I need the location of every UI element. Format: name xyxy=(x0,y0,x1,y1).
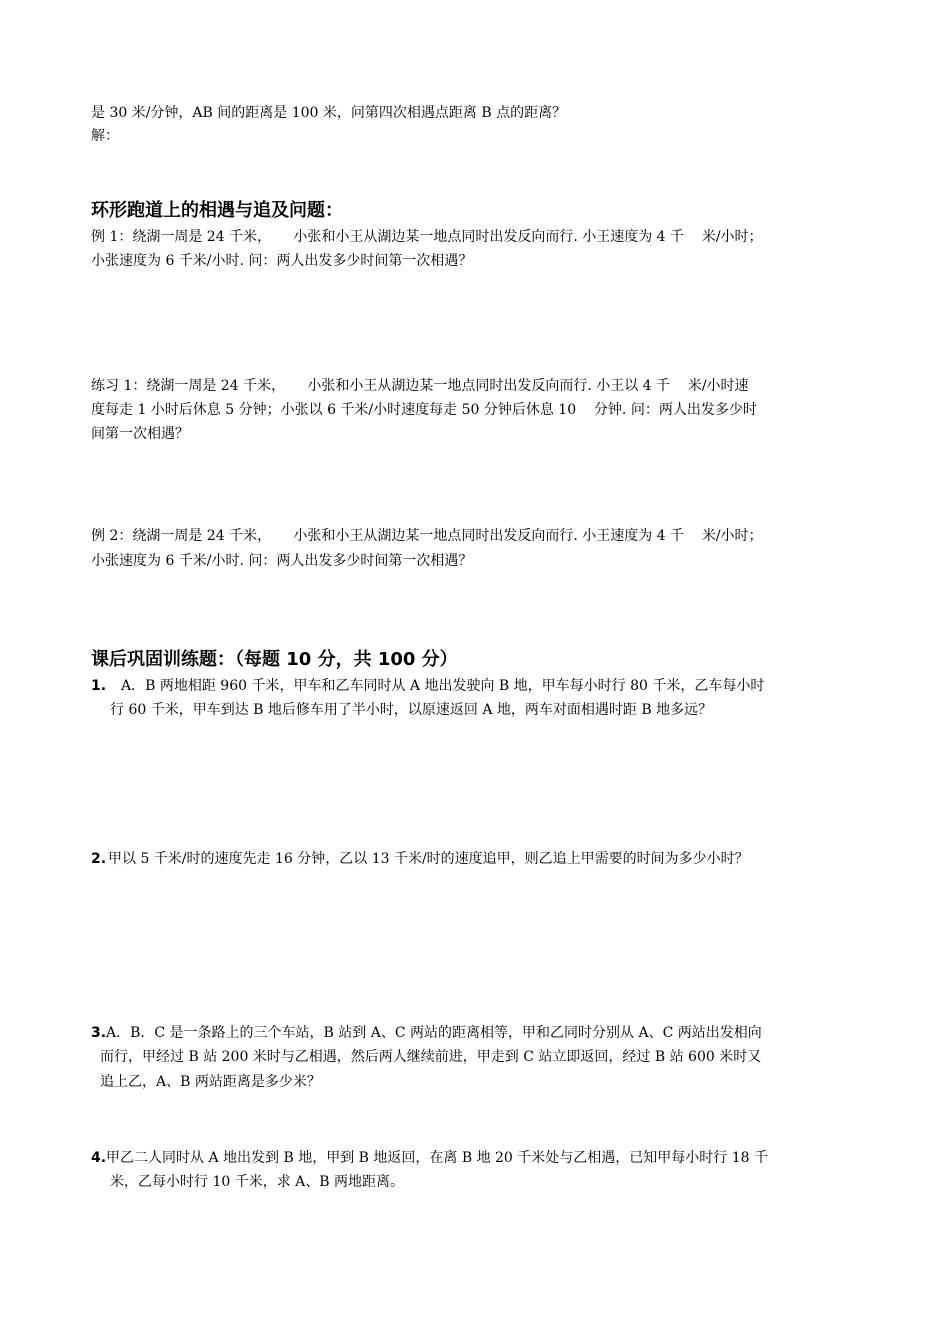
question-4-line-1: 甲乙二人同时从 A 地出发到 B 地，甲到 B 地返回，在离 B 地 20 千米处与乙相遇，已知甲每小时行 18 千 xyxy=(106,1150,769,1166)
practice-1-line-2: 度每走 1 小时后休息 5 分钟；小张以 6 千米/小时速度每走 50 分钟后休息 10 分钟. 问：两人出发多少时 xyxy=(91,402,757,418)
question-3-line-2: 而行，甲经过 B 站 200 米时与乙相遇，然后两人继续前进，甲走到 C 站立即返回，经过 B 站 600 米时又 xyxy=(100,1049,762,1065)
question-3-number: 3. xyxy=(91,1025,107,1041)
question-3-line-1: A．B．C 是一条路上的三个车站，B 站到 A、C 两站的距离相等，甲和乙同时分别从 A、C 两站出发相向 xyxy=(106,1025,762,1041)
question-1-number: 1. xyxy=(91,678,107,694)
question-3-line-3: 追上乙，A、B 两站距离是多少米？ xyxy=(100,1074,321,1090)
example-1-line-2: 小张速度为 6 千米/小时. 问：两人出发多少时间第一次相遇？ xyxy=(91,253,473,269)
question-2-line-1: 甲以 5 千米/时的速度先走 16 分钟，乙以 13 千米/时的速度追甲，则乙追上甲需要的时间为多少小时？ xyxy=(108,851,749,867)
question-2-number: 2. xyxy=(91,851,107,867)
section-heading-circular-track: 环形跑道上的相遇与追及问题： xyxy=(91,200,343,221)
question-1-line-2: 行 60 千米，甲车到达 B 地后修车用了半小时，以原速返回 A 地，两车对面相遇时距 B 地多远？ xyxy=(110,702,713,718)
answer-label: 解： xyxy=(91,128,119,144)
practice-1-line-1: 练习 1：绕湖一周是 24 千米， 小张和小王从湖边某一地点同时出发反向而行. 小王以 4 千 米/小时速 xyxy=(91,378,749,394)
question-4-line-2: 米，乙每小时行 10 千米，求 A、B 两地距离。 xyxy=(110,1174,405,1190)
continued-question-text: 是 30 米/分钟，AB 间的距离是 100 米，问第四次相遇点距离 B 点的距离？ xyxy=(91,105,567,121)
section-heading-homework: 课后巩固训练题：（每题 10 分，共 100 分） xyxy=(91,649,458,670)
question-4-number: 4. xyxy=(91,1150,107,1166)
example-1-line-1: 例 1：绕湖一周是 24 千米， 小张和小王从湖边某一地点同时出发反向而行. 小王速度为 4 千 米/小时； xyxy=(91,229,763,245)
example-2-line-2: 小张速度为 6 千米/小时. 问：两人出发多少时间第一次相遇？ xyxy=(91,553,473,569)
practice-1-line-3: 间第一次相遇？ xyxy=(91,426,189,442)
example-2-line-1: 例 2：绕湖一周是 24 千米， 小张和小王从湖边某一地点同时出发反向而行. 小王速度为 4 千 米/小时； xyxy=(91,528,763,544)
question-1-line-1: A．B 两地相距 960 千米，甲车和乙车同时从 A 地出发驶向 B 地，甲车每小时行 80 千米，乙车每小时 xyxy=(121,678,765,694)
